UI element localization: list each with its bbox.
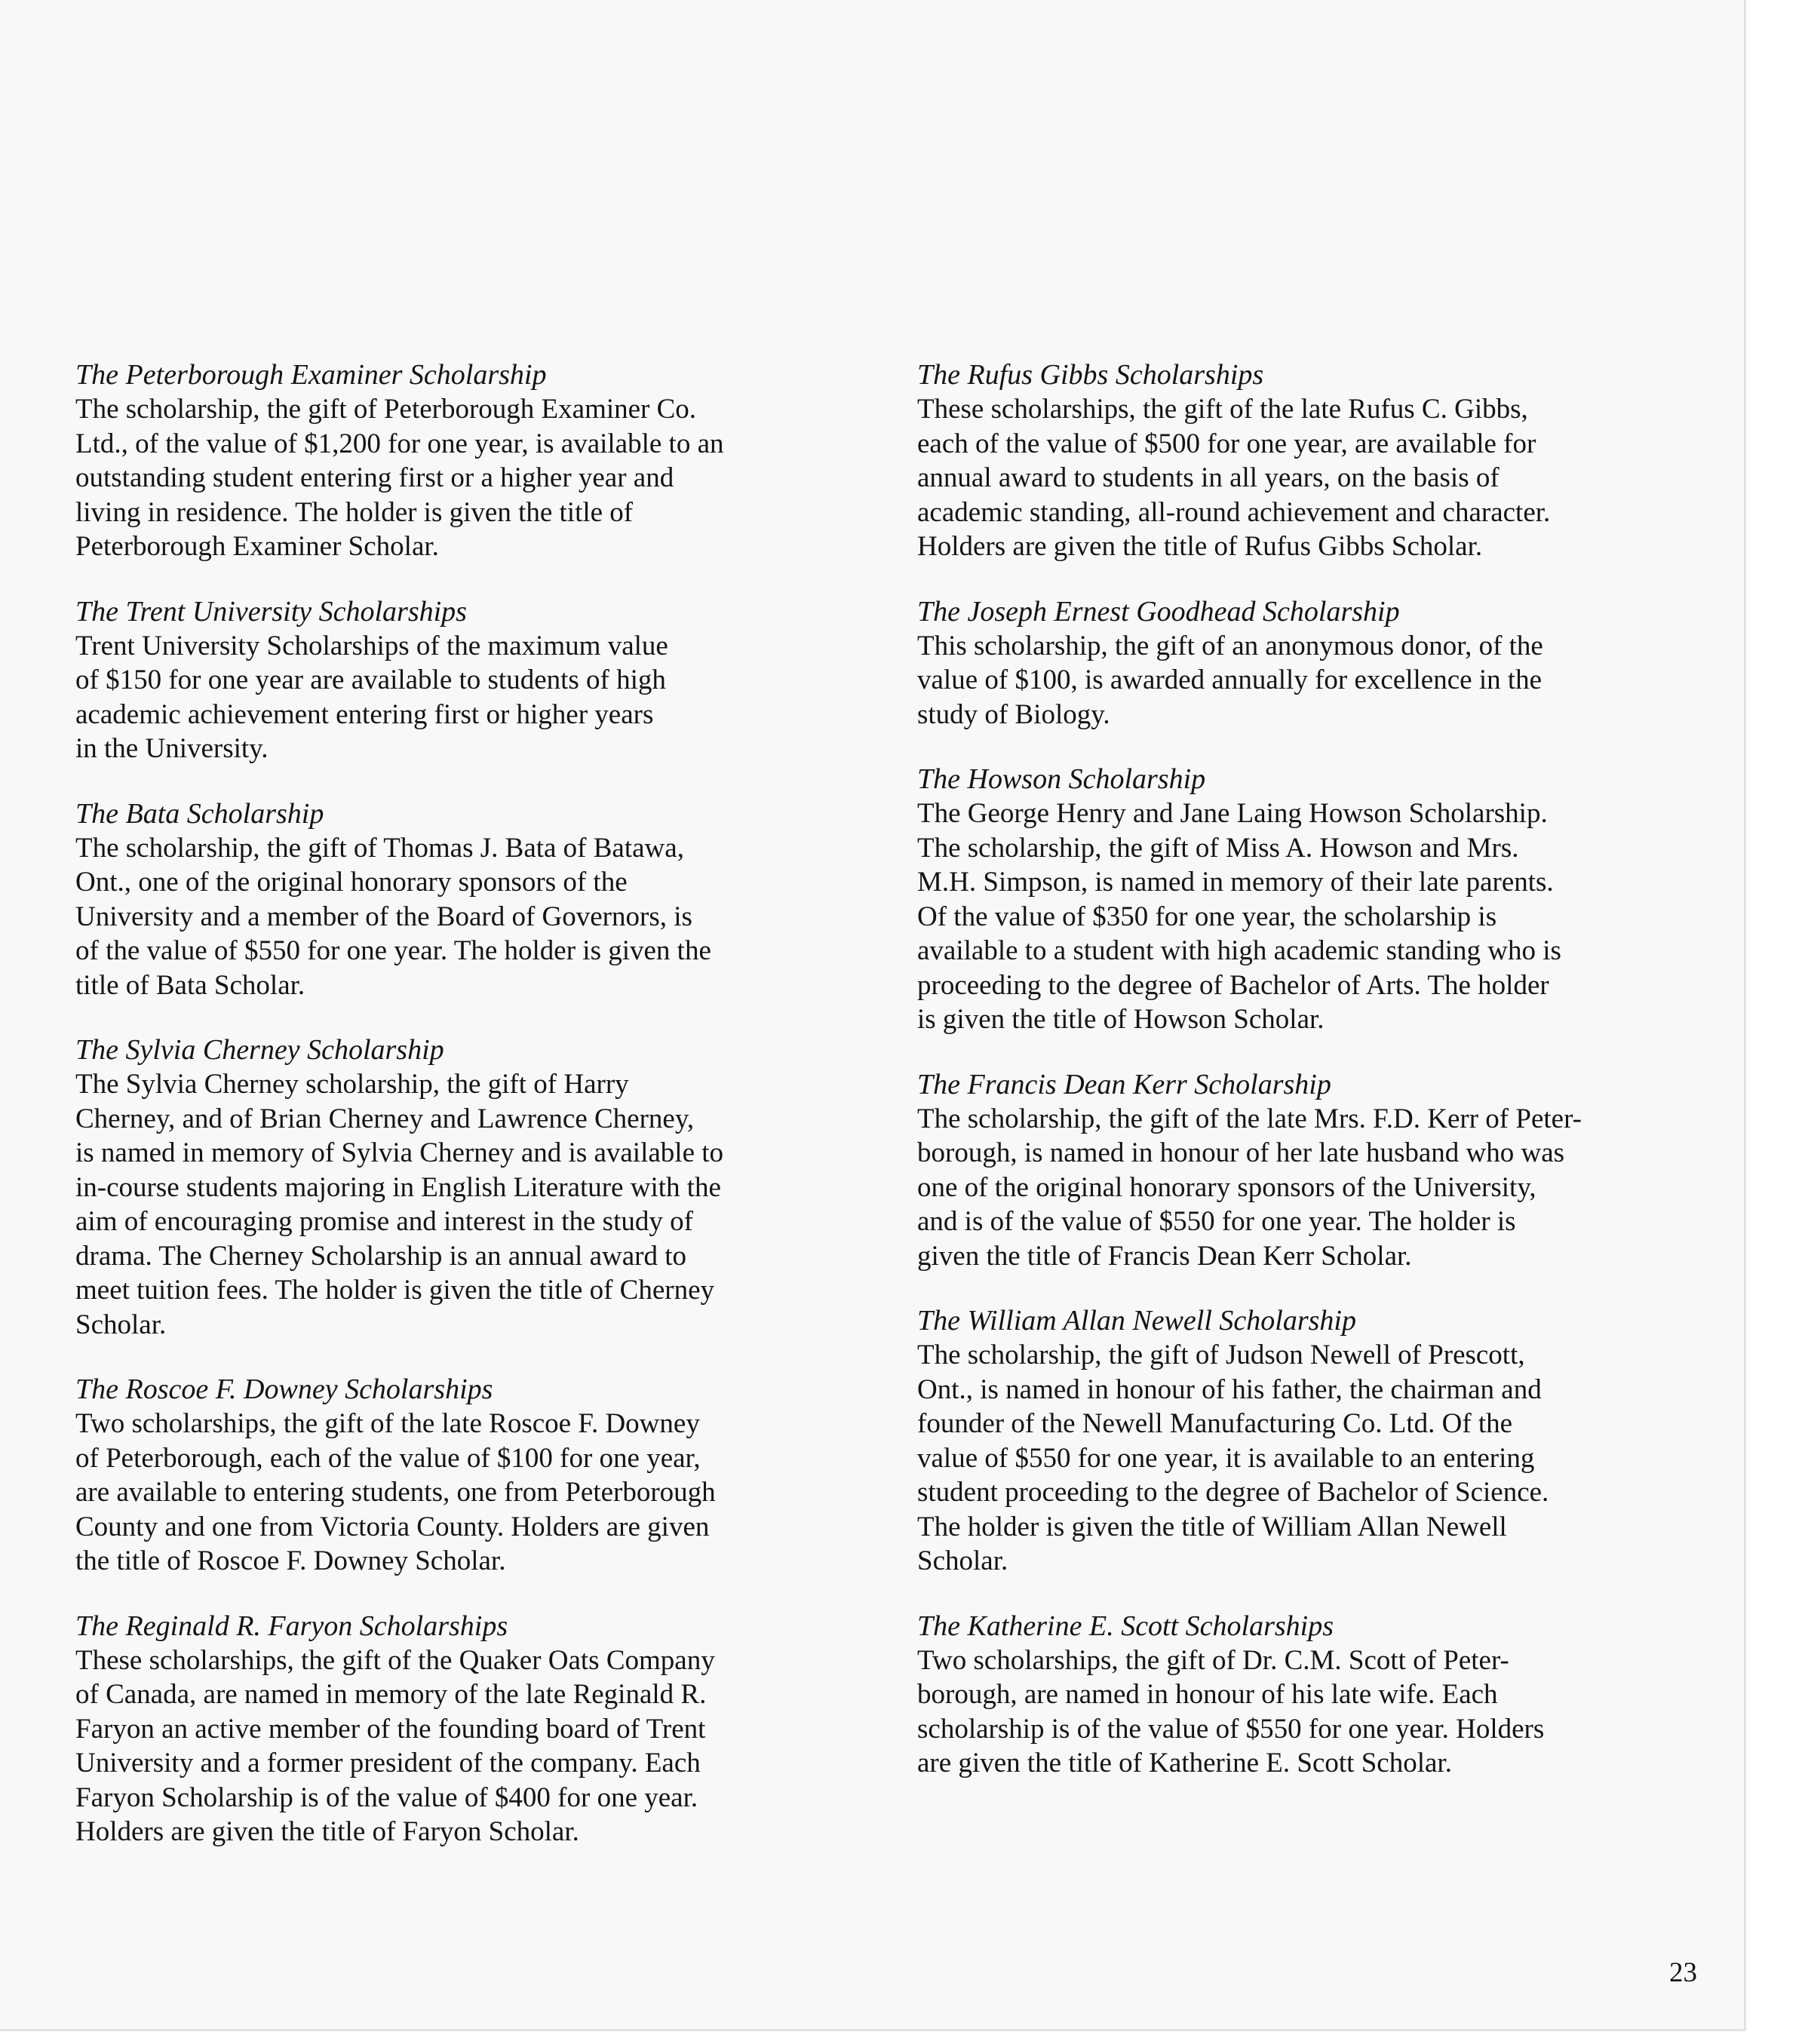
scholarship-description: Two scholarships, the gift of Dr. C.M. Scott of Peter- borough, are named in honour of his late wife. Each scholarship is of the value of $550 for one year. Holders are given the title of Katherine E. Scott Scholar.: [917, 1644, 1545, 1779]
scholarship-title: The Sylvia Cherney Scholarship: [75, 1034, 444, 1066]
scholarship-title: The Rufus Gibbs Scholarships: [917, 359, 1264, 391]
right-column: [917, 358, 1694, 1811]
scholarship-title: The Peterborough Examiner Scholarship: [75, 359, 547, 391]
left-column: [75, 358, 875, 1880]
scholarship-entry: [917, 594, 1694, 732]
scholarship-description: The Sylvia Cherney scholarship, the gift of Harry Cherney, and of Brian Cherney and Lawrence Cherney, is named in memory of Sylvia Cherney and is available to in-course students majoring in English Literature with the aim of encouraging promise and interest in the study of drama. The Cherney Scholarship is an annual award to meet tuition fees. The holder is given the title of Cherney Scholar.: [75, 1069, 724, 1340]
scholarship-entry: [75, 796, 875, 1003]
page-number: 23: [1669, 1957, 1697, 1988]
scholarship-description: The scholarship, the gift of Thomas J. Bata of Batawa, Ont., one of the original honorary sponsors of the University and a member of the Board of Governors, is of the value of $550 for one year. The holder is given the title of Bata Scholar.: [75, 832, 711, 1001]
scholarship-entry: [75, 1033, 875, 1342]
scholarship-title: The Joseph Ernest Goodhead Scholarship: [917, 595, 1400, 628]
scholarship-title: The Bata Scholarship: [75, 797, 324, 830]
scholarship-description: The scholarship, the gift of Peterborough Examiner Co. Ltd., of the value of $1,200 for one year, is available to an outstanding student entering first or a higher year and living in residence. The holder is given the title of Peterborough Examiner Scholar.: [75, 394, 724, 562]
scholarship-description: The scholarship, the gift of Judson Newell of Prescott, Ont., is named in honour of his father, the chairman and founder of the Newell Manufacturing Co. Ltd. Of the value of $550 for one year, it is available to an entering student proceeding to the degree of Bachelor of Science. The holder is given the title of William Allan Newell Scholar.: [917, 1340, 1549, 1576]
scholarship-description: The George Henry and Jane Laing Howson Scholarship. The scholarship, the gift of Miss A. Howson and Mrs. M.H. Simpson, is named in memory of their late parents. Of the value of $350 for one year, the scholarship is available to a student with high academic standing who is proceeding to the degree of Bachelor of Arts. The holder is given the title of Howson Scholar.: [917, 798, 1561, 1035]
scholarship-entry: [75, 358, 875, 564]
scholarship-description: These scholarships, the gift of the Quaker Oats Company of Canada, are named in memory of the late Reginald R. Faryon an active member of the founding board of Trent University and a former president of the company. Each Faryon Scholarship is of the value of $400 for one year. Holders are given the title of Faryon Scholar.: [75, 1644, 715, 1847]
scholarship-entry: [917, 358, 1694, 564]
scholarship-title: The Katherine E. Scott Scholarships: [917, 1610, 1334, 1642]
scholarship-entry: [75, 1609, 875, 1849]
scholarship-title: The Francis Dean Kerr Scholarship: [917, 1068, 1331, 1100]
scholarship-description: The scholarship, the gift of the late Mrs. F.D. Kerr of Peter- borough, is named in honour of her late husband who was one of the original honorary sponsors of the University, and is of the value of $550 for one year. The holder is given the title of Francis Dean Kerr Scholar.: [917, 1103, 1582, 1272]
scholarship-entry: [75, 594, 875, 766]
scholarship-description: Trent University Scholarships of the maximum value of $150 for one year are available to students of high academic achievement entering first or higher years in the University.: [75, 630, 668, 764]
scholarship-entry: [75, 1372, 875, 1579]
scholarship-description: This scholarship, the gift of an anonymous donor, of the value of $100, is awarded annually for excellence in the study of Biology.: [917, 630, 1543, 730]
scholarship-entry: [917, 1303, 1694, 1579]
scholarship-title: The Reginald R. Faryon Scholarships: [75, 1610, 508, 1642]
scholarship-title: The Trent University Scholarships: [75, 595, 467, 628]
scholarship-entry: [917, 762, 1694, 1037]
scholarship-title: The William Allan Newell Scholarship: [917, 1305, 1356, 1337]
scholarship-entry: [917, 1067, 1694, 1274]
scholarship-description: Two scholarships, the gift of the late Roscoe F. Downey of Peterborough, each of the value of $100 for one year, are available to entering students, one from Peterborough County and one from Victoria County. Holders are given the title of Roscoe F. Downey Scholar.: [75, 1408, 716, 1576]
scholarship-entry: [917, 1609, 1694, 1781]
scholarship-description: These scholarships, the gift of the late Rufus C. Gibbs, each of the value of $500 for one year, are available for annual award to students in all years, on the basis of academic standing, all-round achievement and character. Holders are given the title of Rufus Gibbs Scholar.: [917, 394, 1551, 562]
scholarship-title: The Howson Scholarship: [917, 763, 1206, 795]
scholarship-title: The Roscoe F. Downey Scholarships: [75, 1373, 493, 1405]
